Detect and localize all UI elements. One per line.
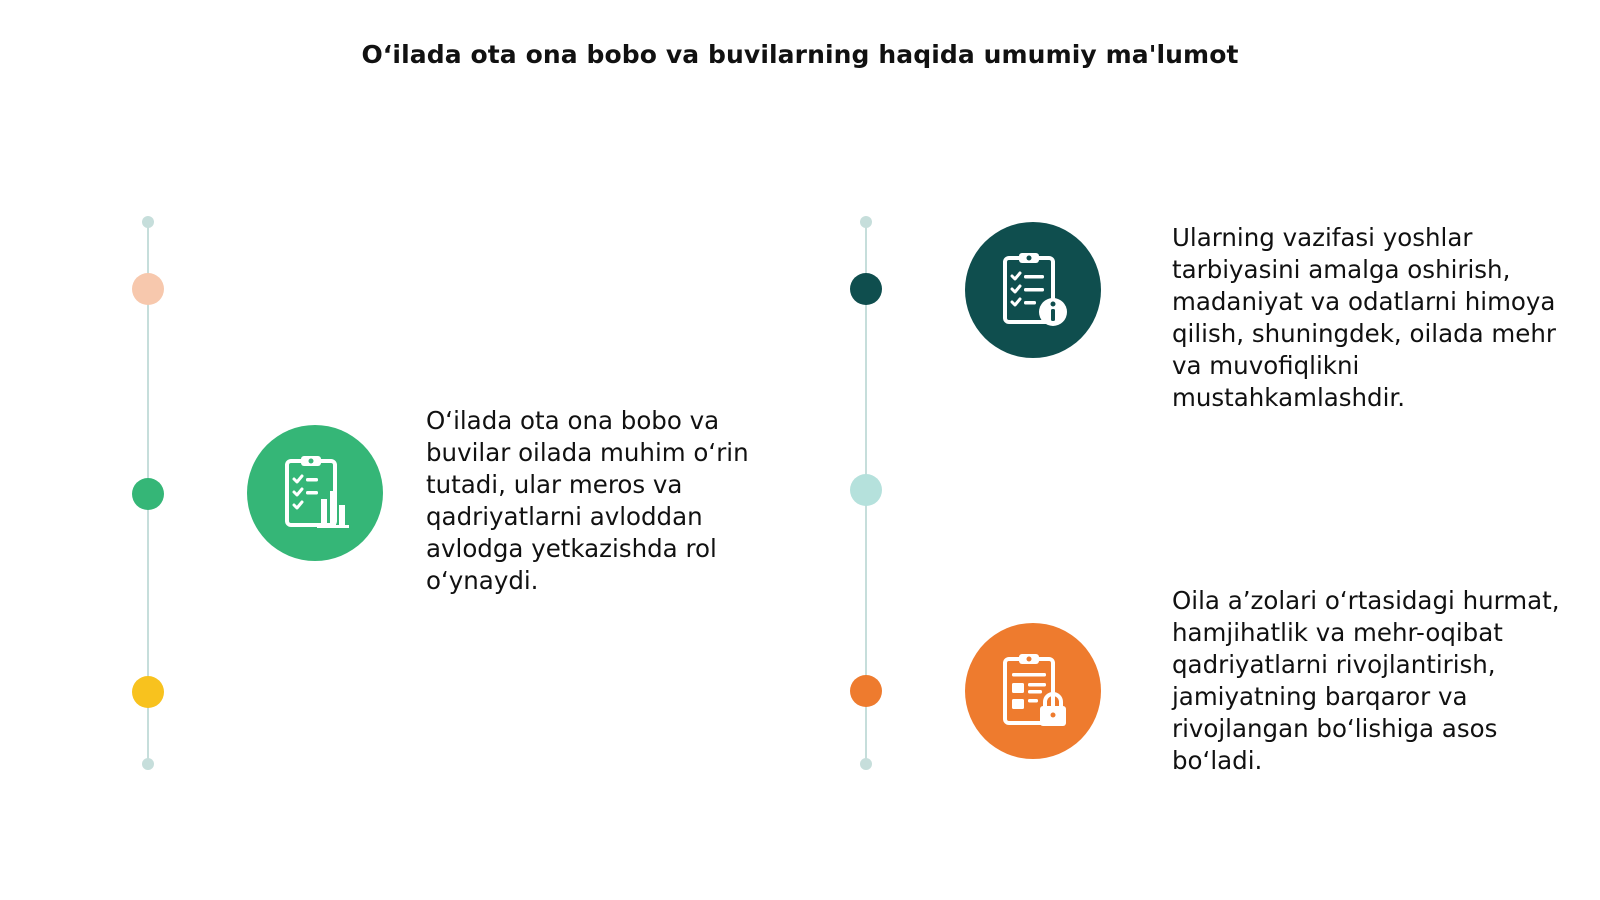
- item-2-text: Ularning vazifasi yoshlar tarbiyasini amalga oshirish, madaniyat va odatlarni himoya qilish, shuningdek, oilada mehr va muvofiqlikni mustahkamlashdir.: [1172, 223, 1556, 412]
- timeline-left-marker-green: [132, 478, 164, 510]
- timeline-left-marker-peach: [132, 273, 164, 305]
- timeline-right-top-cap: [860, 216, 872, 228]
- timeline-right-marker-dark-teal: [850, 273, 882, 305]
- timeline-left-marker-yellow: [132, 676, 164, 708]
- timeline-left-bottom-cap: [142, 758, 154, 770]
- timeline-left-top-cap: [142, 216, 154, 228]
- item-1-icon-circle: [247, 425, 383, 561]
- timeline-right-marker-orange: [850, 675, 882, 707]
- item-2-icon-circle: [965, 222, 1101, 358]
- clipboard-lock-icon: [995, 651, 1071, 731]
- item-1-text: O‘ilada ota ona bobo va buvilar oilada muhim o‘rin tutadi, ular meros va qadriyatlarni avloddan avlodga yetkazishda rol o‘ynaydi.: [426, 406, 749, 595]
- clipboard-chart-icon: [277, 453, 353, 533]
- item-3-icon-circle: [965, 623, 1101, 759]
- page-title: O‘ilada ota ona bobo va buvilarning haqida umumiy ma'lumot: [361, 40, 1239, 69]
- item-3-text: Oila a’zolari o‘rtasidagi hurmat, hamjihatlik va mehr-oqibat qadriyatlarni rivojlantirish, jamiyatning barqaror va rivojlangan bo‘lishiga asos bo‘ladi.: [1172, 586, 1560, 775]
- timeline-right-marker-light-teal: [850, 474, 882, 506]
- clipboard-info-icon: [995, 250, 1071, 330]
- timeline-right-bottom-cap: [860, 758, 872, 770]
